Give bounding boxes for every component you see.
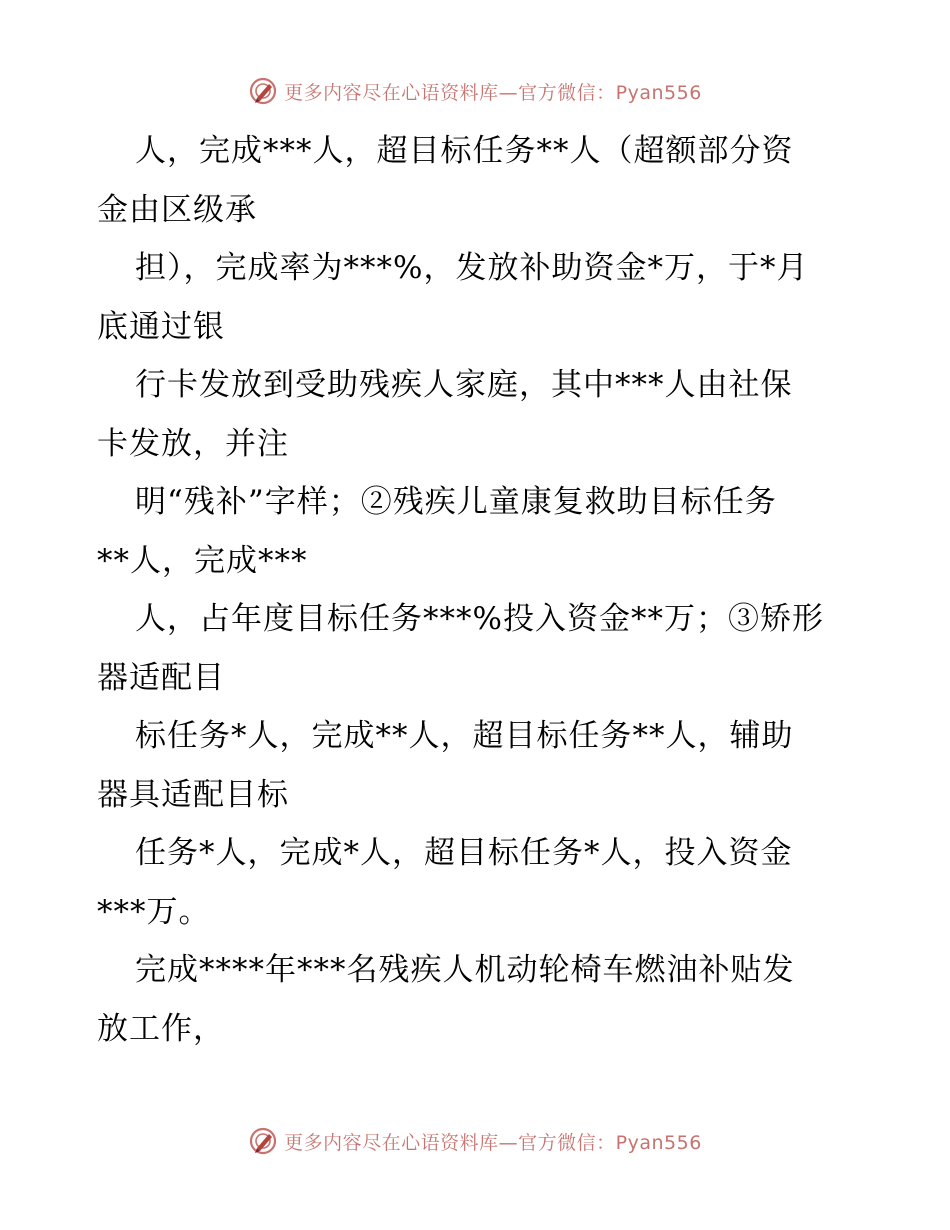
body-line: 明“残补”字样；②残疾儿童康复救助目标任务 <box>135 484 777 520</box>
document-body <box>97 122 857 1058</box>
body-line: 行卡发放到受助残疾人家庭，其中***人由社保 <box>135 367 793 403</box>
body-line: 任务*人，完成*人，超目标任务*人，投入资金 <box>135 835 793 871</box>
footer-watermark-text: 更多内容尽在心语资料库—官方微信：Pyan556 <box>284 1131 702 1154</box>
header-watermark-banner <box>0 71 950 111</box>
body-line: 完成****年***名残疾人机动轮椅车燃油补贴发 <box>135 952 795 988</box>
body-line: 担），完成率为***%，发放补助资金*万，于*月 <box>135 250 809 286</box>
body-line: 器适配目 <box>97 659 225 696</box>
body-line: 卡发放，并注 <box>97 425 289 462</box>
footer-watermark-banner <box>0 1121 950 1161</box>
body-line: **人，完成*** <box>97 542 308 579</box>
pen-seal-logo-icon <box>248 76 278 106</box>
body-line: 金由区级承 <box>97 191 257 228</box>
body-line: 底通过银 <box>97 308 225 345</box>
header-watermark-text: 更多内容尽在心语资料库—官方微信：Pyan556 <box>284 81 702 104</box>
body-line: 人，完成***人，超目标任务**人（超额部分资 <box>135 133 794 169</box>
body-line: ***万。 <box>97 893 211 930</box>
pen-seal-logo-icon <box>248 1126 278 1156</box>
body-line: 标任务*人，完成**人，超目标任务**人，辅助 <box>135 718 794 754</box>
body-line: 人，占年度目标任务***%投入资金**万；③矫形 <box>135 601 824 637</box>
body-line: 器具适配目标 <box>97 776 289 813</box>
body-line: 放工作， <box>97 1010 225 1047</box>
